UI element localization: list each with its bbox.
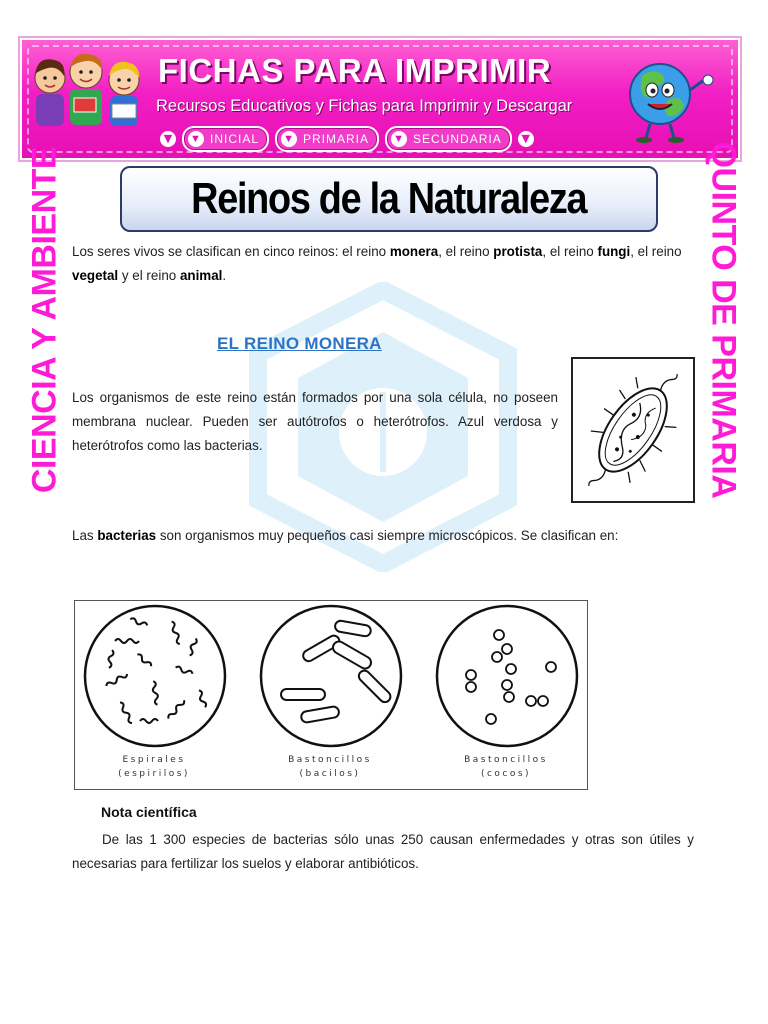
intro-paragraph [72,240,696,288]
nav-right-arrow-icon[interactable]: ▼ [518,131,534,147]
nav-primaria-label: PRIMARIA [303,132,370,146]
globe-mascot-icon [612,54,724,144]
bacteria-text-1: Las [72,528,98,543]
intro-text-3: , el reino [542,244,598,259]
cocci-name: Bastoncillos [464,755,548,765]
title-box [120,166,658,232]
cocci-circle [437,606,577,746]
section-heading: EL REINO MONERA [217,334,382,353]
bacteria-term: bacterias [97,528,157,543]
spirilla-circle [85,606,225,746]
bacteria-types-figure [74,600,588,790]
note-title: Nota científica [101,804,197,820]
grade-label: QUINTO DE PRIMARIA [704,141,743,499]
cocci-detail: (cocos) [480,769,532,779]
nav-bar [160,126,600,152]
bacteria-paragraph [72,524,694,548]
intro-text-1: Los seres vivos se clasifican en cinco reinos: el reino [72,244,390,259]
children-illustration [28,46,148,134]
brand-title: FICHAS PARA IMPRIMIR [158,52,552,89]
subject-label: CIENCIA Y AMBIENTE [25,146,64,494]
spirilla-label [79,753,229,781]
brand-subtitle: Recursos Educativos y Fichas para Imprimir y Descargar [156,97,573,115]
kingdom-fungi: fungi [597,244,631,259]
monera-paragraph: Los organismos de este reino están formados por una sola célula, no poseen membrana nuclear. Pueden ser autótrofos o heterótrofos. Azul verdosa y heterótrofos como las bacterias. [72,390,558,453]
nav-left-arrow-icon[interactable]: ▼ [160,131,176,147]
intro-text-2: , el reino [438,244,494,259]
cocci-label [431,753,581,781]
nav-primaria-button[interactable] [275,126,379,152]
bacilli-label [255,753,405,781]
nav-inicial-label: INICIAL [210,132,260,146]
side-label-right [698,141,748,499]
bacteria-text-2: son organismos muy pequeños casi siempre microscópicos. Se clasifican en: [156,528,619,543]
side-label-left [20,146,70,494]
intro-text-6: . [222,268,227,283]
spirilla-name: Espirales [122,755,186,765]
bacilli-name: Bastoncillos [288,755,372,765]
spirilla-detail: (espirilos) [118,769,190,779]
bacterium-illustration [571,357,695,503]
kingdom-vegetal: vegetal [72,268,119,283]
nav-secundaria-button[interactable] [385,126,512,152]
kingdom-protista: protista [493,244,543,259]
kingdom-animal: animal [179,268,223,283]
intro-text-4: , el reino [630,244,682,259]
note-paragraph: De las 1 300 especies de bacterias sólo unas 250 causan enfermedades y otras son útiles y necesarias para fertilizar los suelos y elaborar antibióticos. [72,832,694,871]
bacterium-icon [573,359,693,501]
intro-text-5: y el reino [118,268,180,283]
down-arrow-icon: ▼ [281,131,297,147]
page-title: Reinos de la Naturaleza [191,174,587,223]
down-arrow-icon: ▼ [391,131,407,147]
bacilli-circle [261,606,401,746]
nav-secundaria-label: SECUNDARIA [413,132,502,146]
kingdom-monera: monera [389,244,439,259]
down-arrow-icon: ▼ [188,131,204,147]
nav-inicial-button[interactable] [182,126,269,152]
bacilli-detail: (bacilos) [299,769,361,779]
